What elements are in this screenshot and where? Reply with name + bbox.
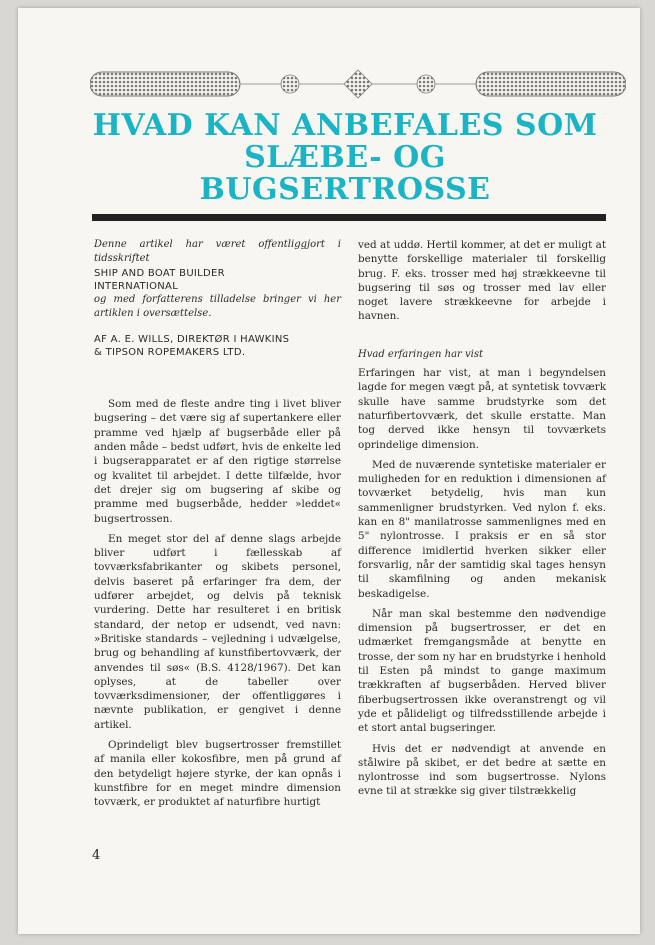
left-column xyxy=(94,238,341,810)
article-title xyxy=(80,110,610,206)
body-paragraph: Oprindeligt blev bugsertrosser fremstillet af manila eller kokosfibre, men på grund af den betydeligt højere styrke, der kan opnås i kunstfibre for en meget mindre dimension tovværk, er produktet af naturfibre hurtigt xyxy=(94,739,341,809)
page-number: 4 xyxy=(92,848,101,863)
title-line-3: BUGSERTROSSE xyxy=(199,172,491,207)
title-line-1: HVAD KAN ANBEFALES SOM xyxy=(92,108,598,143)
right-column xyxy=(358,238,606,799)
body-paragraph: En meget stor del af denne slags arbejde bliver udført i fællesskab af tovværksfabrikanter og skibets personel, delvis baseret på erfaringer fra dem, der udfører arbejdet, og delvis på teknisk vurdering. Dette har resulteret i en britisk standard, der netop er udsendt, ved navn: »Britiske standards – vejledning i udvælgelse, brug og behandling af kunstfibertovværk, der anvendes til søs« (B.S. 4128/1967). Det kan oplyses, at de tabeller over tovværksdimensioner, der offentliggøres i nævnte publikation, er gengivet i denne artikel. xyxy=(94,532,341,731)
body-paragraph: ved at uddø. Hertil kommer, at det er muligt at benytte forskellige materialer til forskellig brug. F. eks. trosser med høj strækkeevne til bugsering til søs og trosser med lav eller noget lavere strækkeevne for arbejde i havnen. xyxy=(358,239,606,323)
ornament-left-capsule xyxy=(90,72,240,96)
title-rule xyxy=(92,214,606,221)
body-paragraph: Når man skal bestemme den nødvendige dimension på bugsertrosser, er det en udmærket fremgangsmåde at benytte en trosse, der som ny har en brudstyrke i henhold til Esten på mindst to gange maximum trækkraften af bugserbåden. Herved bliver fiberbugsertrossen ikke overanstrengt og vil yde et pålideligt og tilfredsstillende arbejde i et stort antal bugseringer. xyxy=(358,607,606,735)
section-subheading: Hvad erfaringen har vist xyxy=(358,348,483,360)
intro-note: Denne artikel har været offentliggjort i tidsskriftet xyxy=(94,239,341,265)
magazine-name-line-1: SHIP AND BOAT BUILDER xyxy=(94,267,225,279)
body-paragraph: Erfaringen har vist, at man i begyndelsen lagde for megen vægt på, at syntetisk tovværk skulle have samme brudstyrke som det naturfibertovværk, det skulle erstatte. Man tog derved ikke hensyn til tovværkets oprindelige dimension. xyxy=(358,367,606,451)
author-line-2: & TIPSON ROPEMAKERS LTD. xyxy=(94,347,246,359)
body-paragraph: Med de nuværende syntetiske materialer er muligheden for en reduktion i dimensionen af tovværket betydelig, hvis man kun sammenligner brudstyrken. Ved nylon f. eks. kan en 8" manilatrosse sammenlignes med en 5" nylontrosse. I praksis er en så stor difference imidlertid hverken sikker eller forsvarlig, når der samtidig skal tages hensyn til skamfilning og anden mekanisk beskadigelse. xyxy=(358,458,606,600)
author-line-1: AF A. E. WILLS, DIREKTØR I HAWKINS xyxy=(94,334,290,346)
title-line-2: SLÆBE- OG xyxy=(244,140,446,175)
body-paragraph: Som med de fleste andre ting i livet bliver bugsering – det være sig af supertankere eller pramme ved hjælp af bugserbåde eller på anden måde – bedst udført, hvis de enkelte led i bugserapparatet er af den rigtige størrelse og kvalitet til arbejdet. I dette tilfælde, hvor det drejer sig om bugsering af skibe og pramme med bugserbåde, hedder »leddet« bugsertrossen. xyxy=(94,398,341,525)
ornament-right-capsule xyxy=(476,72,626,96)
magazine-name-line-2: INTERNATIONAL xyxy=(94,280,179,292)
magazine-page xyxy=(18,8,640,934)
translation-note: og med forfatterens tilladelse bringer vi her artiklen i oversættelse. xyxy=(94,293,341,319)
body-paragraph: Hvis det er nødvendigt at anvende en stålwire på skibet, er det bedre at sætte en nylontrosse ind som bugsertrosse. Nylons evne til at strække sig giver tilstrækkelig xyxy=(358,742,606,798)
decorative-ornament xyxy=(90,68,626,100)
